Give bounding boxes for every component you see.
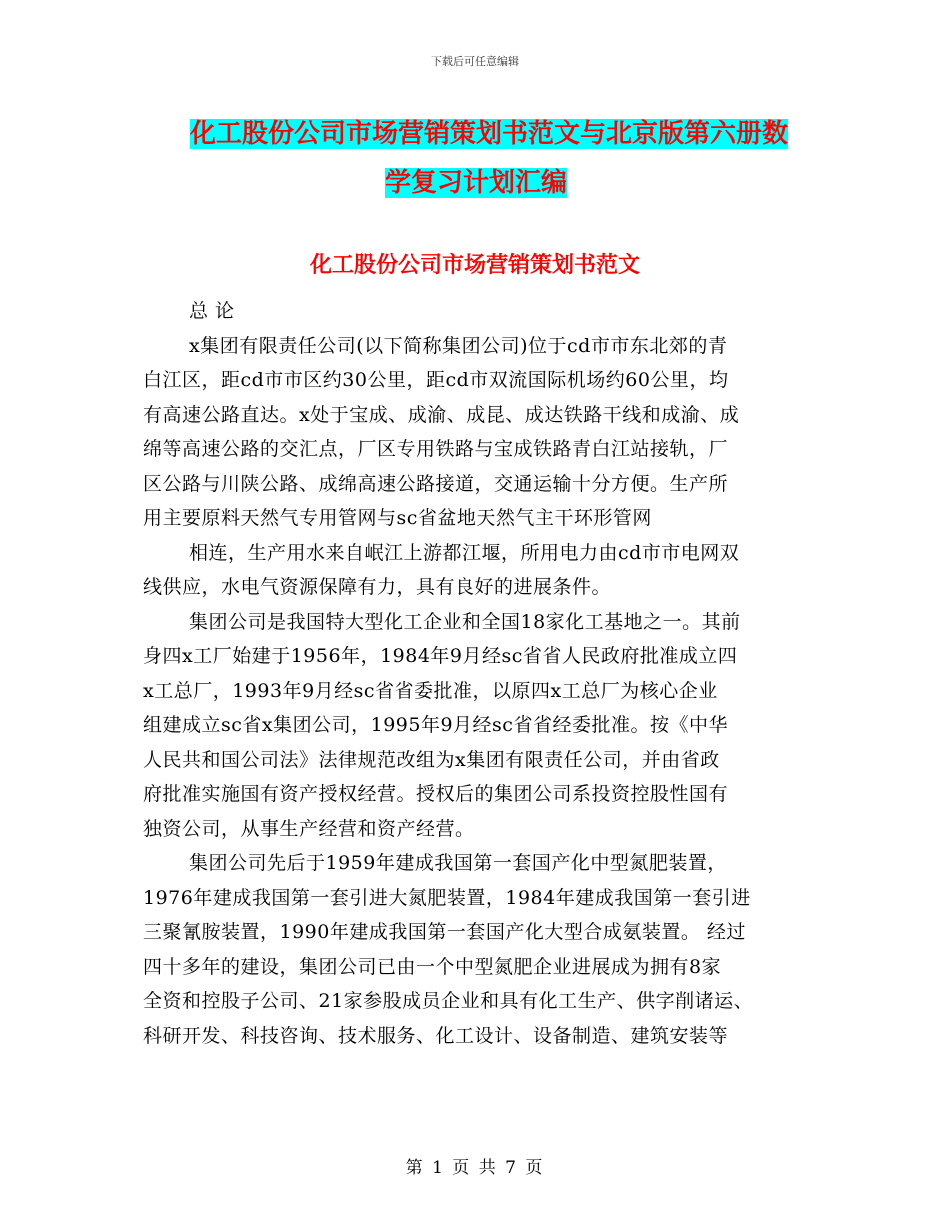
text-line: 集团公司先后于1959年建成我国第一套国产化中型氮肥装置，: [189, 852, 727, 874]
text-line: 全资和控股子公司、21家参股成员企业和具有化工生产、供字削诸运、: [143, 990, 754, 1012]
section-title: 化工股份公司市场营销策划书范文: [309, 253, 640, 278]
text-line: 区公路与川陕公路、成绵高速公路接道，交通运输十分方便。生产所: [143, 472, 729, 495]
document-title: [190, 110, 810, 208]
paragraph-heading: [143, 294, 808, 329]
document-title-line-1: 化工股份公司市场营销策划书范文与北京版第六册数: [190, 119, 789, 149]
text-line: 身四x工厂始建于1956年，1984年9月经sc省省人民政府批准成立四: [143, 645, 738, 667]
text-line: 白江区，距cd市市区约30公里，距cd市双流国际机场约60公里，均: [143, 369, 729, 391]
paragraph: [143, 605, 808, 847]
text-line: x工总厂，1993年9月经sc省省委批准，以原四x工总厂为核心企业: [143, 679, 718, 702]
text-line: 人民共和国公司法》法律规范改组为x集团有限责任公司，并由省政: [143, 748, 720, 771]
page-header-note: 下载后可任意编辑: [431, 55, 519, 68]
text-line: 独资公司，从事生产经营和资产经营。: [143, 817, 475, 840]
text-line: 线供应，水电气资源保障有力，具有良好的进展条件。: [143, 576, 612, 598]
text-line: 四十多年的建设，集团公司已由一个中型氮肥企业进展成为拥有8家: [143, 955, 722, 978]
text-line: 总 论: [189, 300, 235, 322]
text-line: x集团有限责任公司(以下简称集团公司)位于cd市市东北郊的青: [189, 334, 728, 357]
document-body: [143, 294, 808, 1053]
text-line: 科研开发、科技咨询、技术服务、化工设计、设备制造、建筑安装等: [143, 1024, 729, 1047]
text-line: 相连，生产用水来自岷江上游都江堰，所用电力由cd市市电网双: [189, 541, 740, 564]
paragraph: [143, 536, 808, 605]
text-line: 府批准实施国有资产授权经营。授权后的集团公司系投资控股性国有: [143, 783, 729, 805]
document-title-line-2: 学复习计划汇编: [385, 168, 568, 198]
page-number-footer: 第 1 页 共 7 页: [405, 1158, 545, 1178]
text-line: 三聚氰胺装置，1990年建成我国第一套国产化大型合成氨装置。 经过: [143, 921, 746, 943]
text-line: 集团公司是我国特大型化工企业和全国18家化工基地之一。其前: [189, 610, 741, 633]
text-line: 用主要原料天然气专用管网与sc省盆地天然气主干环形管网: [143, 507, 652, 529]
paragraph: [143, 846, 808, 1053]
text-line: 绵等高速公路的交汇点，厂区专用铁路与宝成铁路青白江站接轨，厂: [143, 438, 729, 460]
paragraph: [143, 329, 808, 536]
text-line: 1976年建成我国第一套引进大氮肥装置，1984年建成我国第一套引进: [143, 886, 751, 909]
text-line: 有高速公路直达。x处于宝成、成渝、成昆、成达铁路干线和成渝、成: [143, 403, 740, 426]
text-line: 组建成立sc省x集团公司，1995年9月经sc省省经委批准。按《中华: [143, 714, 728, 736]
